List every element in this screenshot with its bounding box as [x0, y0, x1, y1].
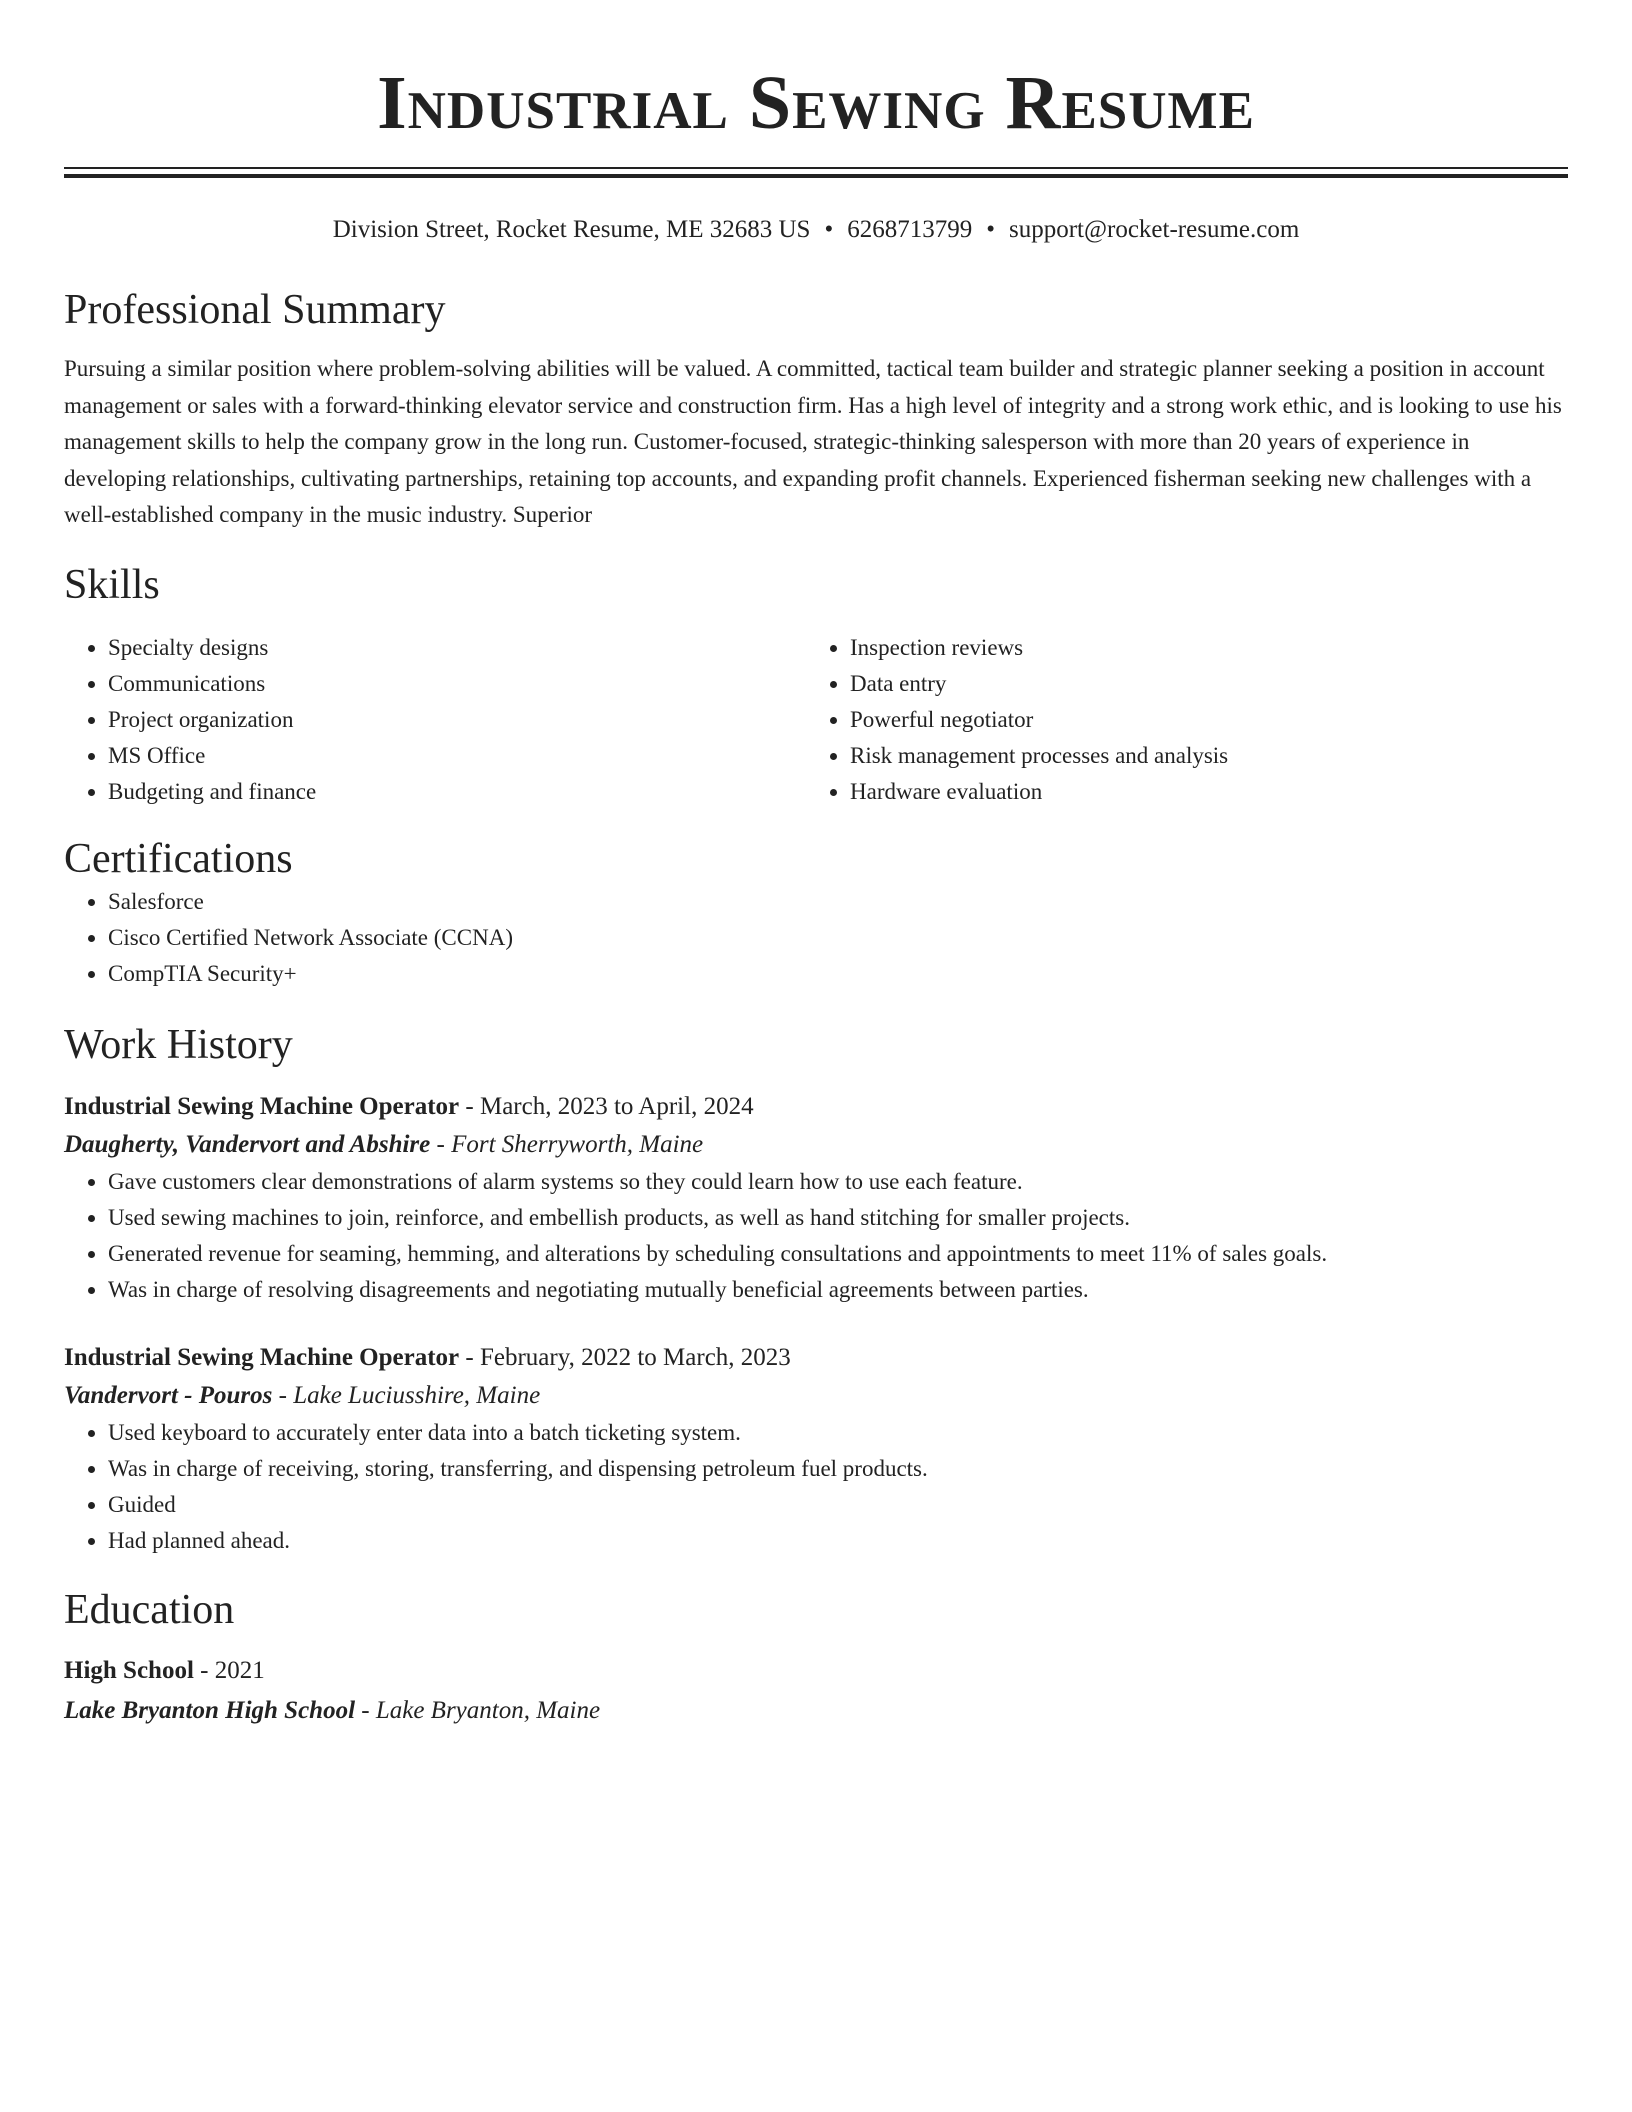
job-location: - Lake Luciusshire, Maine — [272, 1381, 541, 1409]
job-company-line — [64, 1126, 1568, 1164]
job-entry — [64, 1088, 1568, 1308]
job-duty-item: • Guided — [108, 1487, 1568, 1523]
job-duty-item: • Used sewing machines to join, reinforce, and embellish products, as well as hand stitching for smaller projects. — [108, 1200, 1568, 1236]
job-company: Daugherty, Vandervort and Abshire — [64, 1130, 431, 1158]
skill-item: • Budgeting and finance — [108, 774, 806, 810]
education-school: Lake Bryanton High School — [64, 1696, 356, 1724]
job-duty-item: • Used keyboard to accurately enter data into a batch ticketing system. — [108, 1415, 1568, 1451]
skill-item: • Communications — [108, 666, 806, 702]
certification-item: • Salesforce — [108, 884, 1568, 920]
skill-item: • Powerful negotiator — [850, 702, 1548, 738]
divider-thin-line — [64, 167, 1568, 169]
title-divider — [64, 167, 1568, 178]
skill-item: • MS Office — [108, 738, 806, 774]
contact-separator: • — [824, 216, 834, 243]
job-duties-list — [64, 1415, 1568, 1559]
job-title-line — [64, 1088, 1568, 1126]
resume-page — [64, 0, 1568, 1731]
summary-heading: Professional Summary — [64, 287, 446, 333]
skills-column-right — [806, 630, 1548, 810]
contact-email: support@rocket-resume.com — [1008, 216, 1300, 243]
job-duty-item: • Generated revenue for seaming, hemming, and alterations by scheduling consultations and appointments to meet 11% of sales goals. — [108, 1236, 1568, 1272]
job-duty-item: • Had planned ahead. — [108, 1523, 1568, 1559]
job-location: - Fort Sherryworth, Maine — [430, 1130, 704, 1158]
job-duty-item: • Was in charge of receiving, storing, transferring, and dispensing petroleum fuel products. — [108, 1451, 1568, 1487]
skills-column-left — [64, 630, 806, 810]
skill-item: • Project organization — [108, 702, 806, 738]
education-heading: Education — [64, 1586, 235, 1633]
skill-item: • Hardware evaluation — [850, 774, 1548, 810]
job-company-line — [64, 1377, 1568, 1415]
contact-phone: 6268713799 — [847, 216, 973, 243]
job-duty-item: • Gave customers clear demonstrations of alarm systems so they could learn how to use each feature. — [108, 1164, 1568, 1200]
contact-line — [64, 214, 1568, 246]
certification-item: • CompTIA Security+ — [108, 956, 1568, 992]
job-role: Industrial Sewing Machine Operator — [64, 1343, 460, 1371]
education-year: - 2021 — [193, 1656, 265, 1684]
education-entry — [64, 1651, 1568, 1731]
certifications-heading: Certifications — [64, 835, 293, 882]
job-role: Industrial Sewing Machine Operator — [64, 1092, 460, 1120]
resume-title: Industrial Sewing Resume — [377, 61, 1255, 145]
contact-separator: • — [986, 216, 995, 243]
summary-text: Pursuing a similar position where problem-solving abilities will be valued. A committed, tactical team builder and strategic planner seeking a position in account management or sales with a forward-thinking elevator service and construction firm. Has a high level of integrity and a strong work ethic, and is looking to use his management skills to help the company grow in the long run. Customer-focused, strategic-thinking salesperson with more than 20 years of experience in developing relationships, cultivating partnerships, retaining top accounts, and expanding profit channels. Experienced fisherman seeking new challenges with a well-established company in the music industry. Superior — [64, 356, 1562, 527]
skill-item: • Inspection reviews — [850, 630, 1548, 666]
job-dates: - February, 2022 to March, 2023 — [459, 1343, 791, 1371]
education-degree: High School — [64, 1656, 194, 1684]
job-duty-item: • Was in charge of resolving disagreements and negotiating mutually beneficial agreements between parties. — [108, 1272, 1568, 1308]
skill-item: • Risk management processes and analysis — [850, 738, 1548, 774]
job-dates: - March, 2023 to April, 2024 — [459, 1092, 754, 1120]
education-location: - Lake Bryanton, Maine — [355, 1696, 601, 1724]
work-history-heading: Work History — [64, 1021, 293, 1068]
job-company: Vandervort - Pouros — [64, 1381, 273, 1409]
certifications-list — [64, 884, 1568, 992]
skills-grid — [64, 630, 1568, 810]
skill-item: • Data entry — [850, 666, 1548, 702]
skills-heading: Skills — [64, 561, 160, 608]
skill-item: • Specialty designs — [108, 630, 806, 666]
job-title-line — [64, 1339, 1568, 1377]
job-entry — [64, 1339, 1568, 1559]
job-duties-list — [64, 1164, 1568, 1308]
certification-item: • Cisco Certified Network Associate (CCNA) — [108, 920, 1568, 956]
divider-thick-line — [64, 174, 1568, 178]
education-degree-line — [64, 1651, 1568, 1691]
education-school-line — [64, 1691, 1568, 1731]
contact-address: Division Street, Rocket Resume, ME 32683 US — [332, 216, 811, 243]
